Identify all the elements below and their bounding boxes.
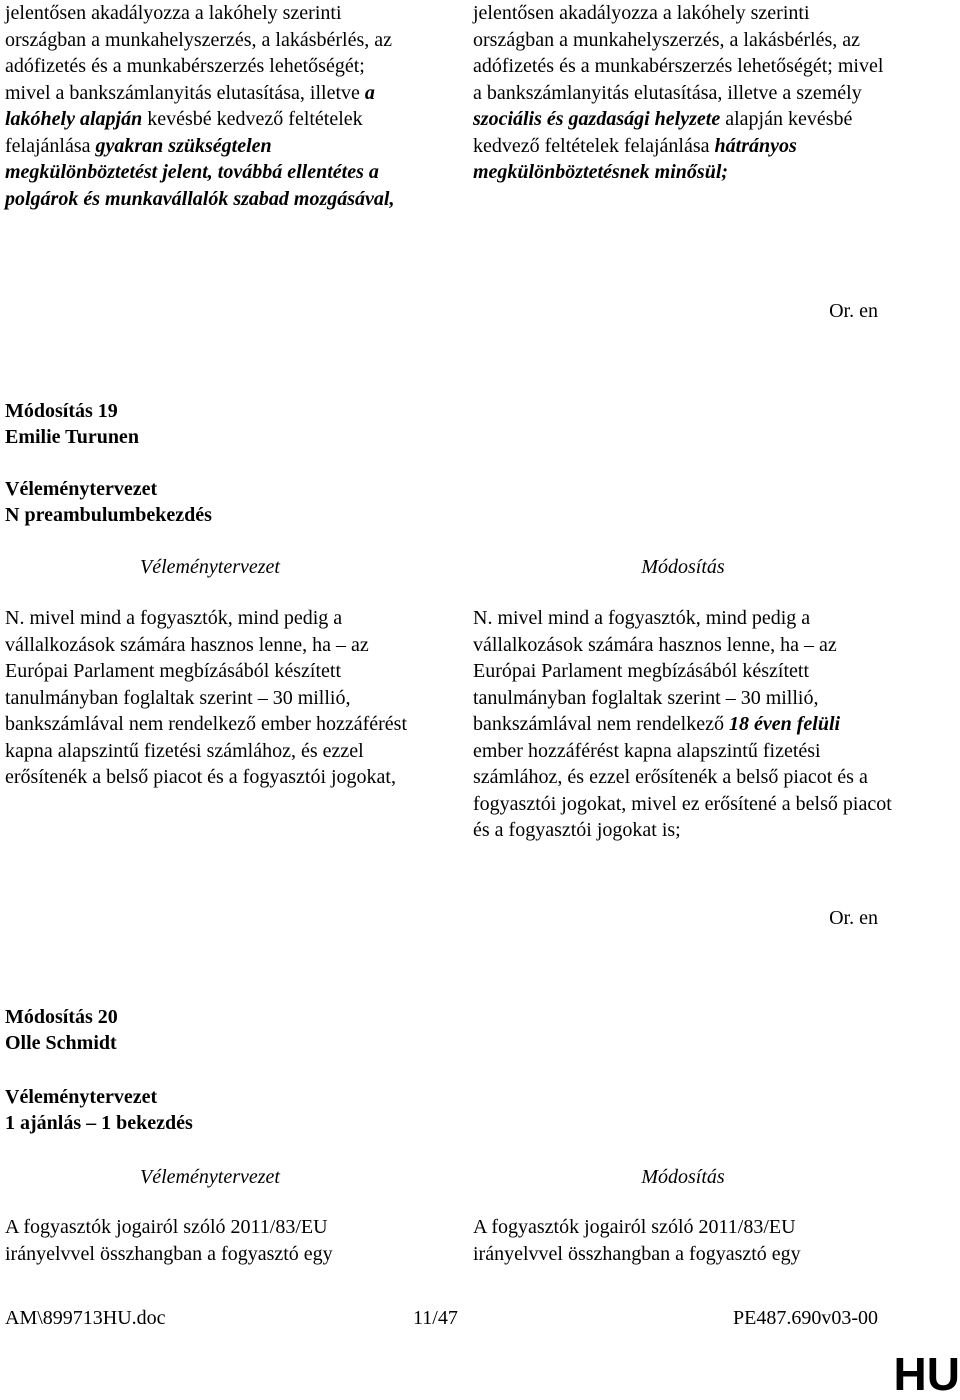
text-segment: jelentősen akadályozza a lakóhely szerinti országban a munkahelyszerzés, a lakásbérlés, az adófizetés és a munkabérszerzés lehetőségét; mivel a bankszámlanyitás elutasítása, illetve a személy [473, 2, 884, 104]
footer-pe-ref: PE487.690v03-00 [733, 1307, 878, 1329]
text-segment: szociális és gazdasági helyzete [473, 108, 721, 130]
amendment-author: Emilie Turunen [5, 426, 139, 448]
text-segment: jelentősen akadályozza a lakóhely szerinti országban a munkahelyszerzés, a lakásbérlés, az adófizetés és a munkabérszerzés lehetőségét; mivel a bankszámlanyitás elutasítása, illetve [5, 2, 393, 104]
footer-page-number: 11/47 [413, 1307, 458, 1329]
amendment-left-text: A fogyasztók jogairól szóló 2011/83/EU irányelvvel összhangban a fogyasztó egy [5, 1216, 333, 1265]
amendment-number: Módosítás 19 [5, 400, 118, 422]
orig-lang-note: Or. en [829, 907, 878, 929]
amendment-doc-type: Véleménytervezet [5, 478, 158, 500]
text-segment: gyakran szükségtelen megkülönböztetést jelent, továbbá ellentétes a polgárok és munkavállalók szabad mozgásával, [5, 134, 395, 210]
amendment-section: N preambulumbekezdés [5, 504, 212, 526]
amendment-author: Olle Schmidt [5, 1032, 117, 1054]
language-tag: HU [893, 1348, 960, 1400]
column-head-left: Véleménytervezet [140, 1166, 280, 1188]
amendment-left-text [5, 605, 415, 791]
amendment-right-text: A fogyasztók jogairól szóló 2011/83/EU irányelvvel összhangban a fogyasztó egy [473, 1216, 801, 1265]
text-segment: N. mivel mind a fogyasztók, mind pedig a vállalkozások számára hasznos lenne, ha – az Európai Parlament megbízásából készített tanulmányban foglaltak szerint – 30 millió, bankszámlával nem rendelkező ember hozzáférést kapna alapszintű fizetési számlához, és ezzel erősítenék a belső piacot és a fogyasztói jogokat, [5, 607, 408, 788]
text-segment: 18 éven felüli [729, 713, 841, 735]
column-head-right: Módosítás [641, 556, 725, 578]
text-segment: N. mivel mind a fogyasztók, mind pedig a vállalkozások számára hasznos lenne, ha – az Európai Parlament megbízásából készített tanulmányban foglaltak szerint – 30 millió, bankszámlával nem rendelkező [473, 607, 837, 735]
amendment-section: 1 ajánlás – 1 bekezdés [5, 1112, 193, 1134]
amendment-doc-type: Véleménytervezet [5, 1086, 158, 1108]
amendment-right-text [473, 605, 893, 844]
text-segment: a lakóhely alapján [5, 81, 375, 130]
column-head-right: Módosítás [641, 1166, 725, 1188]
top-left-text [5, 0, 415, 212]
column-head-left: Véleménytervezet [140, 556, 280, 578]
text-segment: alapján kevésbé kedvező feltételek felajánlása [473, 108, 853, 157]
footer-doc-ref: AM\899713HU.doc [5, 1307, 166, 1329]
orig-lang-note: Or. en [829, 300, 878, 322]
text-segment: hátrányos megkülönböztetésnek minősül; [473, 134, 797, 183]
text-segment: kevésbé kedvező feltételek felajánlása [5, 108, 363, 157]
text-segment: ember hozzáférést kapna alapszintű fizetési számlához, és ezzel erősítenék a belső piacot és a fogyasztói jogokat, mivel ez erősítené a belső piacot és a fogyasztói jogokat is; [473, 739, 892, 841]
top-right-text [473, 0, 893, 186]
amendment-number: Módosítás 20 [5, 1006, 118, 1028]
